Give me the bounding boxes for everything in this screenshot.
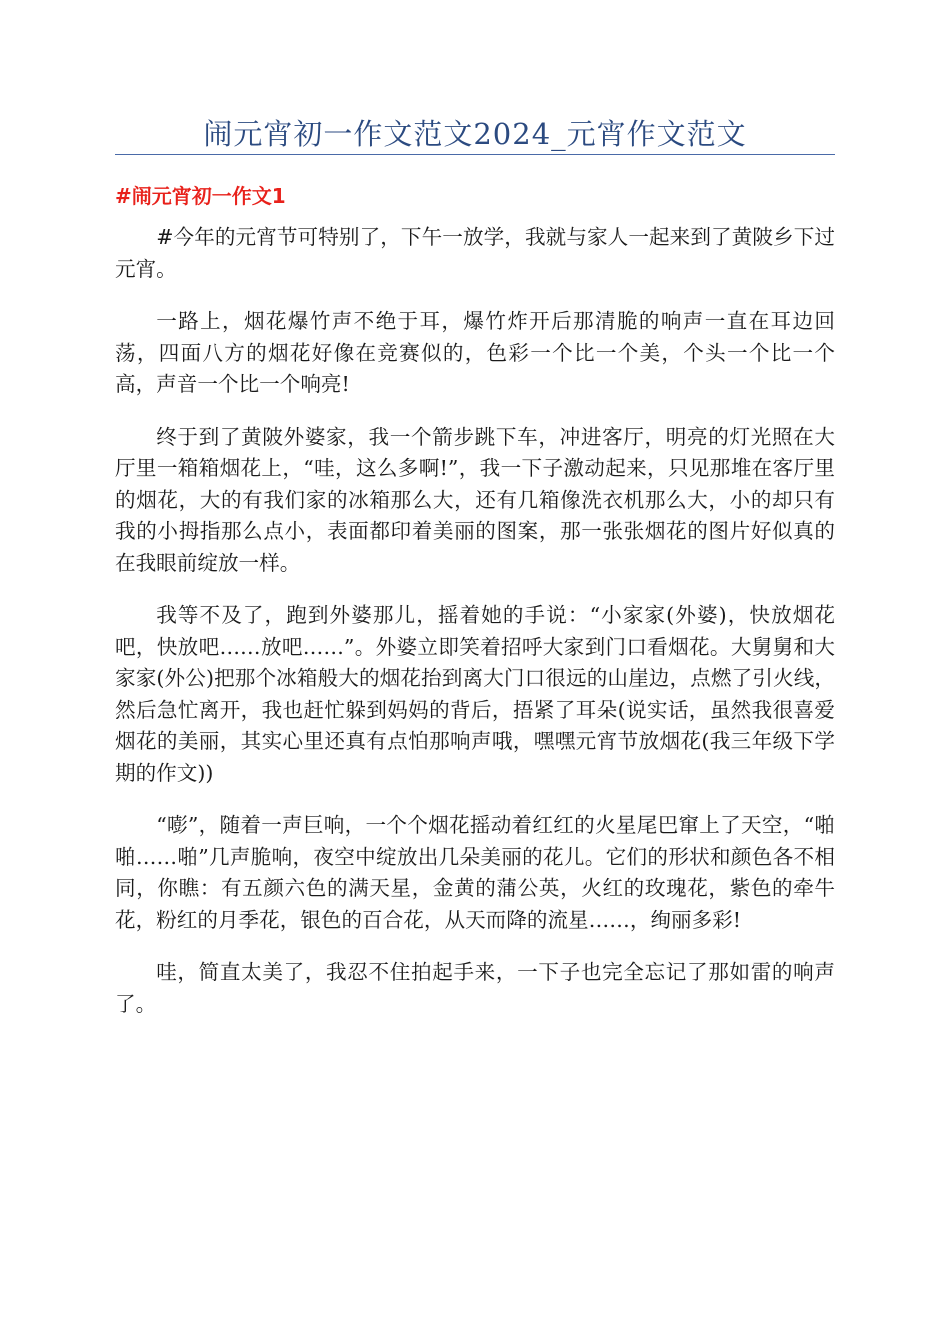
essay-body [115,222,835,1041]
paragraph-2: 一路上，烟花爆竹声不绝于耳，爆竹炸开后那清脆的响声一直在耳边回荡，四面八方的烟花好像在竞赛似的，色彩一个比一个美，个头一个比一个高，声音一个比一个响亮! [115,309,835,396]
paragraph-3: 终于到了黄陂外婆家，我一个箭步跳下车，冲进客厅，明亮的灯光照在大厅里一箱箱烟花上，“哇，这么多啊!”，我一下子激动起来，只见那堆在客厅里的烟花，大的有我们家的冰箱那么大，还有几箱像洗衣机那么大，小的却只有我的小拇指那么点小，表面都印着美丽的图案，那一张张烟花的图片好似真的在我眼前绽放一样。 [115,424,835,575]
paragraph-1: #今年的元宵节可特别了，下午一放学，我就与家人一起来到了黄陂乡下过元宵。 [115,225,835,281]
document-title: 闹元宵初一作文范文2024_元宵作文范文 [203,117,747,151]
paragraph-5: “嘭”，随着一声巨响，一个个烟花摇动着红红的火星尾巴窜上了天空，“啪啪……啪”几声脆响，夜空中绽放出几朵美丽的花儿。它们的形状和颜色各不相同，你瞧：有五颜六色的满天星，金黄的蒲公英，火红的玫瑰花，紫色的牵牛花，粉红的月季花，银色的百合花，从天而降的流星……，绚丽多彩! [115,813,835,932]
paragraph-4: 我等不及了，跑到外婆那儿，摇着她的手说：“小家家(外婆)，快放烟花吧，快放吧……放吧……”。外婆立即笑着招呼大家到门口看烟花。大舅舅和大家家(外公)把那个冰箱般大的烟花抬到离大门口很远的山崖边，点燃了引火线，然后急忙离开，我也赶忙躲到妈妈的背后，捂紧了耳朵(说实话，虽然我很喜爱烟花的美丽，其实心里还真有点怕那响声哦，嘿嘿元宵节放烟花(我三年级下学期的作文)) [115,603,835,785]
title-divider [115,154,835,155]
section-heading: #闹元宵初一作文1 [115,184,286,208]
paragraph-6: 哇，简直太美了，我忍不住拍起手来，一下子也完全忘记了那如雷的响声了。 [115,960,835,1016]
